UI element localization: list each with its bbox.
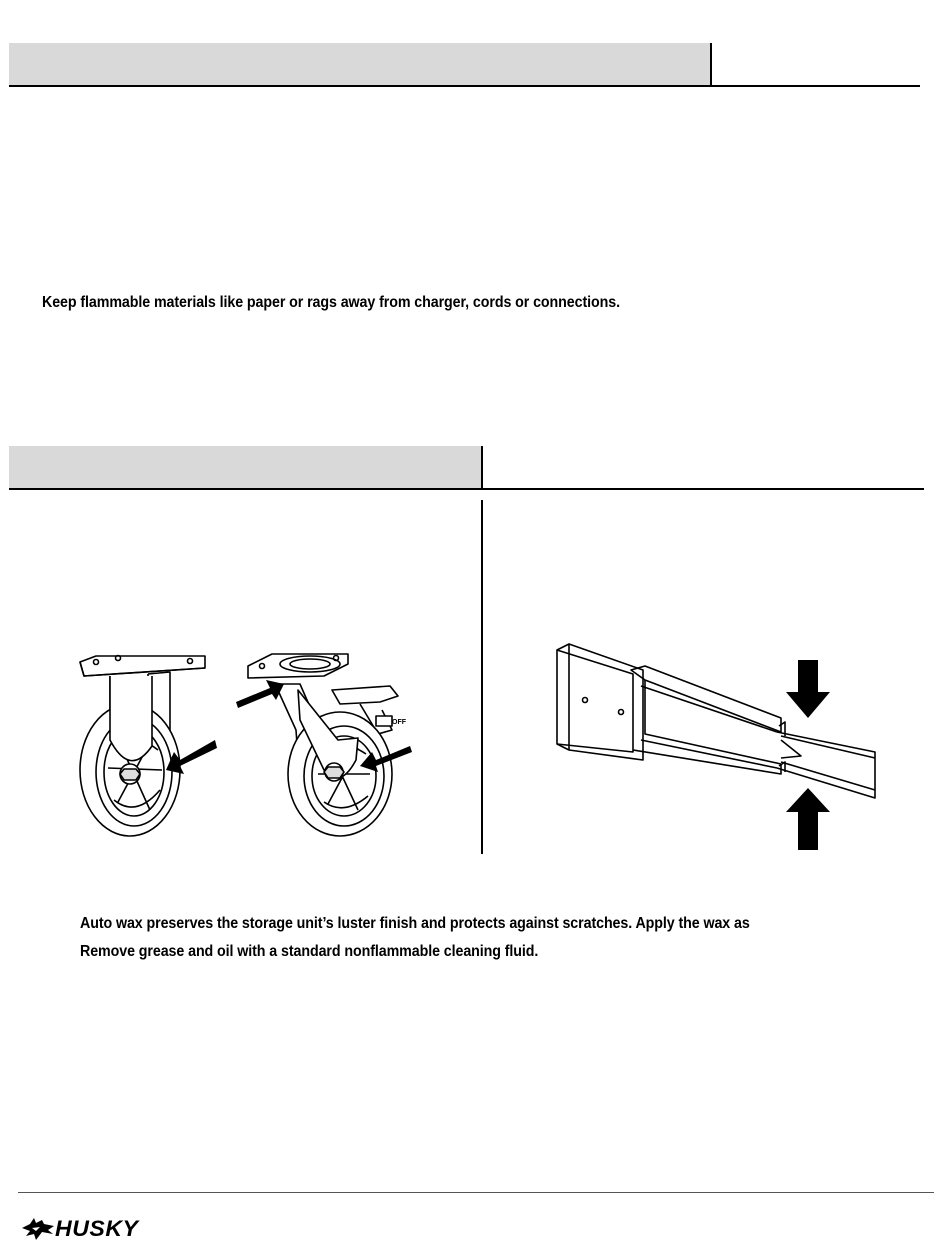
care-header-divider	[481, 446, 483, 489]
column-divider	[481, 500, 483, 854]
footer-brand-logo: HUSKY	[55, 1216, 139, 1241]
brake-label: OFF	[392, 719, 406, 726]
top-header-divider	[710, 43, 712, 86]
top-section-header	[9, 43, 710, 85]
care-header-rule	[9, 488, 924, 490]
cleaning-fluid-text: Remove grease and oil with a standard nonflammable cleaning fluid.	[80, 943, 539, 960]
drawer-slide-lubrication-icon	[545, 640, 885, 852]
care-section-header	[9, 446, 481, 488]
caster-lubrication-icon	[70, 650, 430, 840]
top-header-rule	[9, 85, 920, 87]
flammable-warning-text: Keep flammable materials like paper or rags away from charger, cords or connections.	[42, 294, 620, 311]
husky-dog-logo-icon	[20, 1214, 56, 1244]
footer-rule	[18, 1192, 934, 1193]
auto-wax-text: Auto wax preserves the storage unit’s luster finish and protects against scratches. Apply the wax as	[80, 915, 750, 932]
